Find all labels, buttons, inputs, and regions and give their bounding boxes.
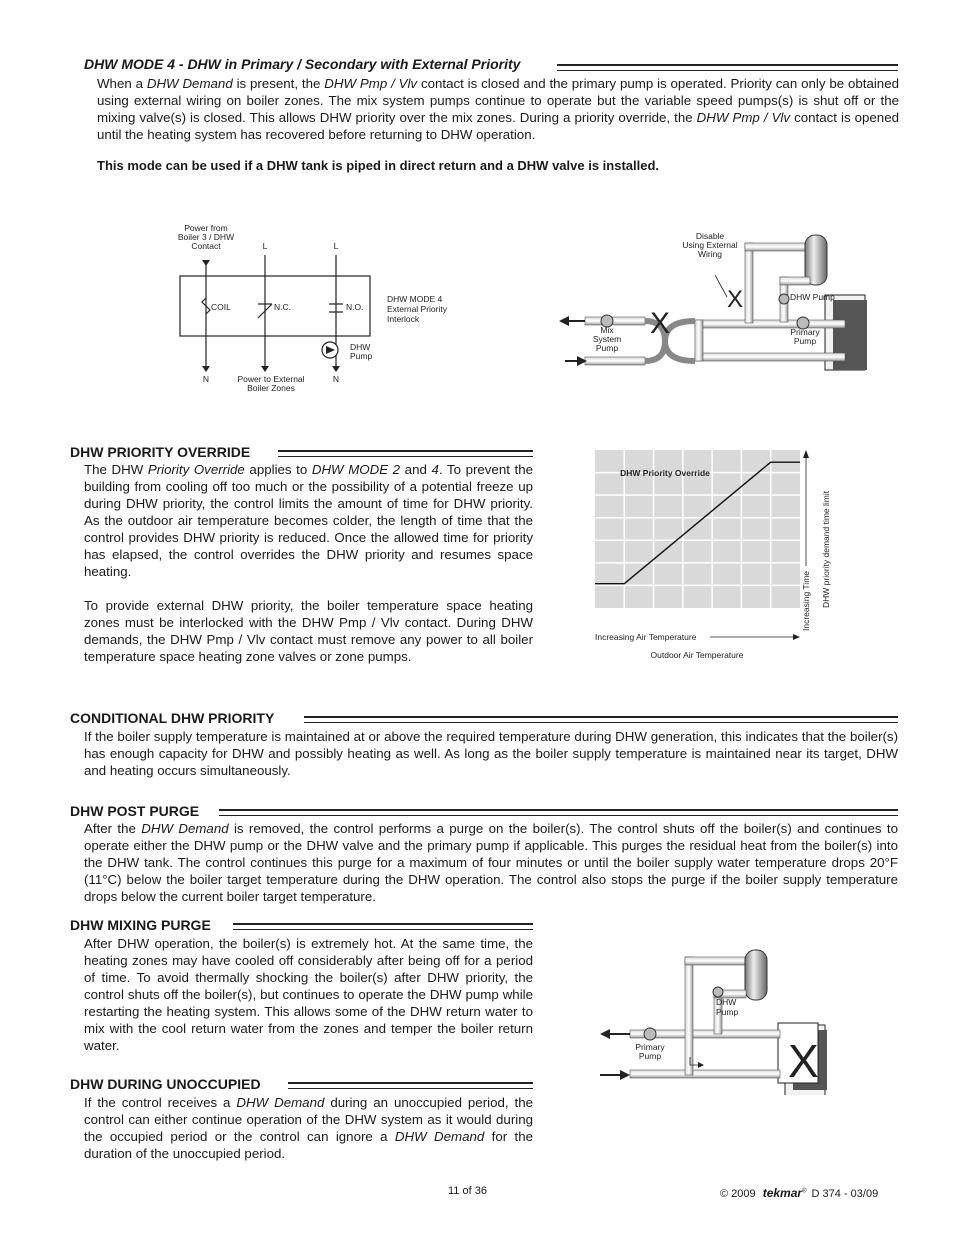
wiring-mode-2: External Priority (387, 304, 447, 314)
piping-diagram-mode4 (555, 225, 895, 380)
conditional-heading: CONDITIONAL DHW PRIORITY (70, 710, 275, 726)
mixpurge-heading: DHW MIXING PURGE (70, 917, 211, 933)
piping2-dhw-2: Pump (716, 1007, 739, 1017)
brand-logo: tekmar (762, 1186, 803, 1200)
text-run: . To prevent the building from cooling off too much or the possibility of a potential freeze up during DHW priority, the control limits the amount of time for DHW priority. As the outdoor air temperature becomes colder, the length of time that the control provides DHW priority is reduced. Once the allowed time for priority has elapsed, the control overrides the DHW priority and resumes space heating. (84, 462, 533, 579)
section-rule (304, 716, 898, 723)
text-run: DHW Pmp / Vlv (696, 110, 791, 125)
wiring-power-from-3: Contact (191, 241, 221, 251)
piping-diagram-mixing (590, 945, 840, 1095)
section-rule (278, 450, 533, 457)
text-run: contact is closed and the primary pump is operated. Priority can only be obtained using external wiring on boiler zones. The mix system pumps continue to operate but the variable speed pumps(s) is shut off or the mixing valve(s) is closed. This allows DHW priority over the mix zones. During a priority override, the (97, 76, 899, 125)
chart-yarrow-label: Increasing Time (801, 571, 811, 631)
text-run: DHW Demand (141, 821, 229, 836)
text-run: is present, the (232, 76, 325, 91)
priority-override-chart (590, 448, 840, 663)
mode4-title: DHW MODE 4 - DHW in Primary / Secondary with External Priority (84, 56, 521, 72)
chart-ylabel: DHW priority demand time limit (821, 490, 831, 608)
piping1-disable-3: Wiring (697, 249, 723, 259)
wiring-l1: L (262, 241, 268, 251)
text-run: and (400, 462, 432, 477)
text-run: If the control receives a (84, 1095, 237, 1110)
wiring-pump-2: Pump (350, 351, 373, 361)
wiring-power-to-2: Boiler Zones (247, 383, 295, 393)
text-run: during an unoccupied period, the control can either continue operation of the DHW system as it would during the occupied period or the control can ignore a (84, 1095, 533, 1144)
mode4-note: This mode can be used if a DHW tank is piped in direct return and a DHW valve is installed. (97, 158, 660, 173)
piping2-primary-1: Primary (635, 1042, 665, 1052)
text-run: for the duration of the unoccupied period. (84, 1129, 533, 1161)
piping1-mix-3: Pump (595, 343, 619, 353)
piping1-dhw-pump: DHW Pump (790, 292, 835, 302)
piping1-disable-1: Disable (695, 231, 725, 241)
dhw-pump-icon (779, 294, 789, 304)
unoccupied-paragraph (84, 1094, 533, 1162)
text-run: 4 (431, 462, 439, 477)
unoccupied-heading: DHW DURING UNOCCUPIED (70, 1076, 261, 1092)
piping2-dhw-1: DHW (716, 997, 737, 1007)
postpurge-heading: DHW POST PURGE (70, 803, 200, 819)
dhw-pump-icon (713, 987, 723, 997)
chart-xarrow-label: Increasing Air Temperature (595, 632, 697, 642)
text-run: is removed, the control performs a purge on the boiler(s). The control shuts off the boiler(s) and continues to operate either the DHW pump or the DHW valve and the primary pump if applicable. This purges the residual heat from the boiler(s) into the DHW tank. The control continues this purge for a maximum of four minutes or until the boiler supply water temperature drops 20°F (11°C) below the boiler target temperature during the DHW operation. The control also stops the purge if the boiler supply temperature drops below the current boiler target temperature. (84, 821, 898, 904)
section-rule (288, 1082, 533, 1089)
override-paragraph-2: To provide external DHW priority, the boiler temperature space heating zones must be interlocked with the DHW Pmp / Vlv contact. During DHW demands, the DHW Pmp / Vlv contact must remove any power to all boiler temperature space heating zone valves or zone pumps. (84, 598, 533, 664)
text-run: DHW MODE 2 (311, 462, 401, 477)
chart-xlabel: Outdoor Air Temperature (650, 650, 744, 660)
wiring-mode-3: Interlock (387, 314, 420, 324)
wiring-n2: N (332, 374, 340, 384)
postpurge-paragraph (84, 820, 898, 905)
wiring-diagram (170, 220, 470, 400)
text-run: After the (84, 821, 142, 836)
section-rule (219, 809, 898, 816)
mode4-paragraph (97, 75, 899, 143)
text-run: Priority Override (147, 462, 245, 477)
wiring-power-from-2: Boiler 3 / DHW (177, 232, 235, 242)
text-run: applies to (244, 462, 312, 477)
wiring-mode-1: DHW MODE 4 (387, 294, 443, 304)
piping1-primary-2: Pump (793, 336, 817, 346)
boiler-off-x: X (788, 1035, 819, 1087)
wiring-n1: N (202, 374, 210, 384)
wiring-power-from-1: Power from (184, 223, 228, 233)
text-run: DHW Demand (146, 76, 233, 91)
piping1-mix-2: System (592, 334, 622, 344)
page-number: 11 of 36 (448, 1185, 487, 1197)
primary-pump-icon (644, 1028, 656, 1040)
boiler-disable-x: X (727, 286, 744, 313)
wiring-nc: N.C. (274, 302, 291, 312)
override-heading: DHW PRIORITY OVERRIDE (70, 444, 251, 460)
section-rule (557, 64, 898, 71)
override-paragraph-1 (84, 461, 533, 580)
chart-title: DHW Priority Override (620, 468, 710, 478)
piping1-disable-2: Using External (682, 240, 738, 250)
section-rule (233, 923, 533, 930)
conditional-paragraph: If the boiler supply temperature is maintained at or above the required temperature during DHW generation, this indicates that the boiler(s) has enough capacity for DHW and possibly heating as well. As long as the boiler supply temperature is maintained near its target, DHW and heating occurs simultaneously. (84, 729, 898, 778)
text-run: contact is opened until the heating system has recovered before returning to DHW operation. (97, 110, 899, 142)
document-code: D 374 - 03/09 (811, 1188, 879, 1200)
piping1-primary-1: Primary (790, 327, 820, 337)
mixpurge-paragraph: After DHW operation, the boiler(s) is extremely hot. At the same time, the heating zones may have cooled off considerably after being off for a period of time. To avoid thermally shocking the boiler(s) after DHW priority, the control shuts off the boiler(s), but continues to operate the DHW pump while restarting the heating system. This allows some of the DHW return water to mix with the cool return water from the zones and temper the boiler return water. (84, 936, 533, 1053)
text-run: DHW Pmp / Vlv (324, 76, 418, 91)
text-run: DHW Demand (236, 1095, 325, 1110)
wiring-power-to-1: Power to External (237, 374, 305, 384)
piping1-mix-1: Mix (600, 325, 614, 335)
text-run: The DHW (84, 462, 148, 477)
footer-info: © 2009 tekmar® D 374 - 03/09 (720, 1186, 879, 1200)
copyright: © 2009 (720, 1188, 756, 1200)
wiring-l2: L (333, 241, 339, 251)
text-run: DHW Demand (394, 1129, 485, 1144)
wiring-no: N.O. (346, 302, 364, 312)
wiring-pump-1: DHW (350, 342, 371, 352)
wiring-coil: COIL (211, 302, 231, 312)
piping2-primary-2: Pump (638, 1051, 662, 1061)
text-run: When a (97, 76, 147, 91)
mix-disable-x: X (650, 307, 671, 340)
